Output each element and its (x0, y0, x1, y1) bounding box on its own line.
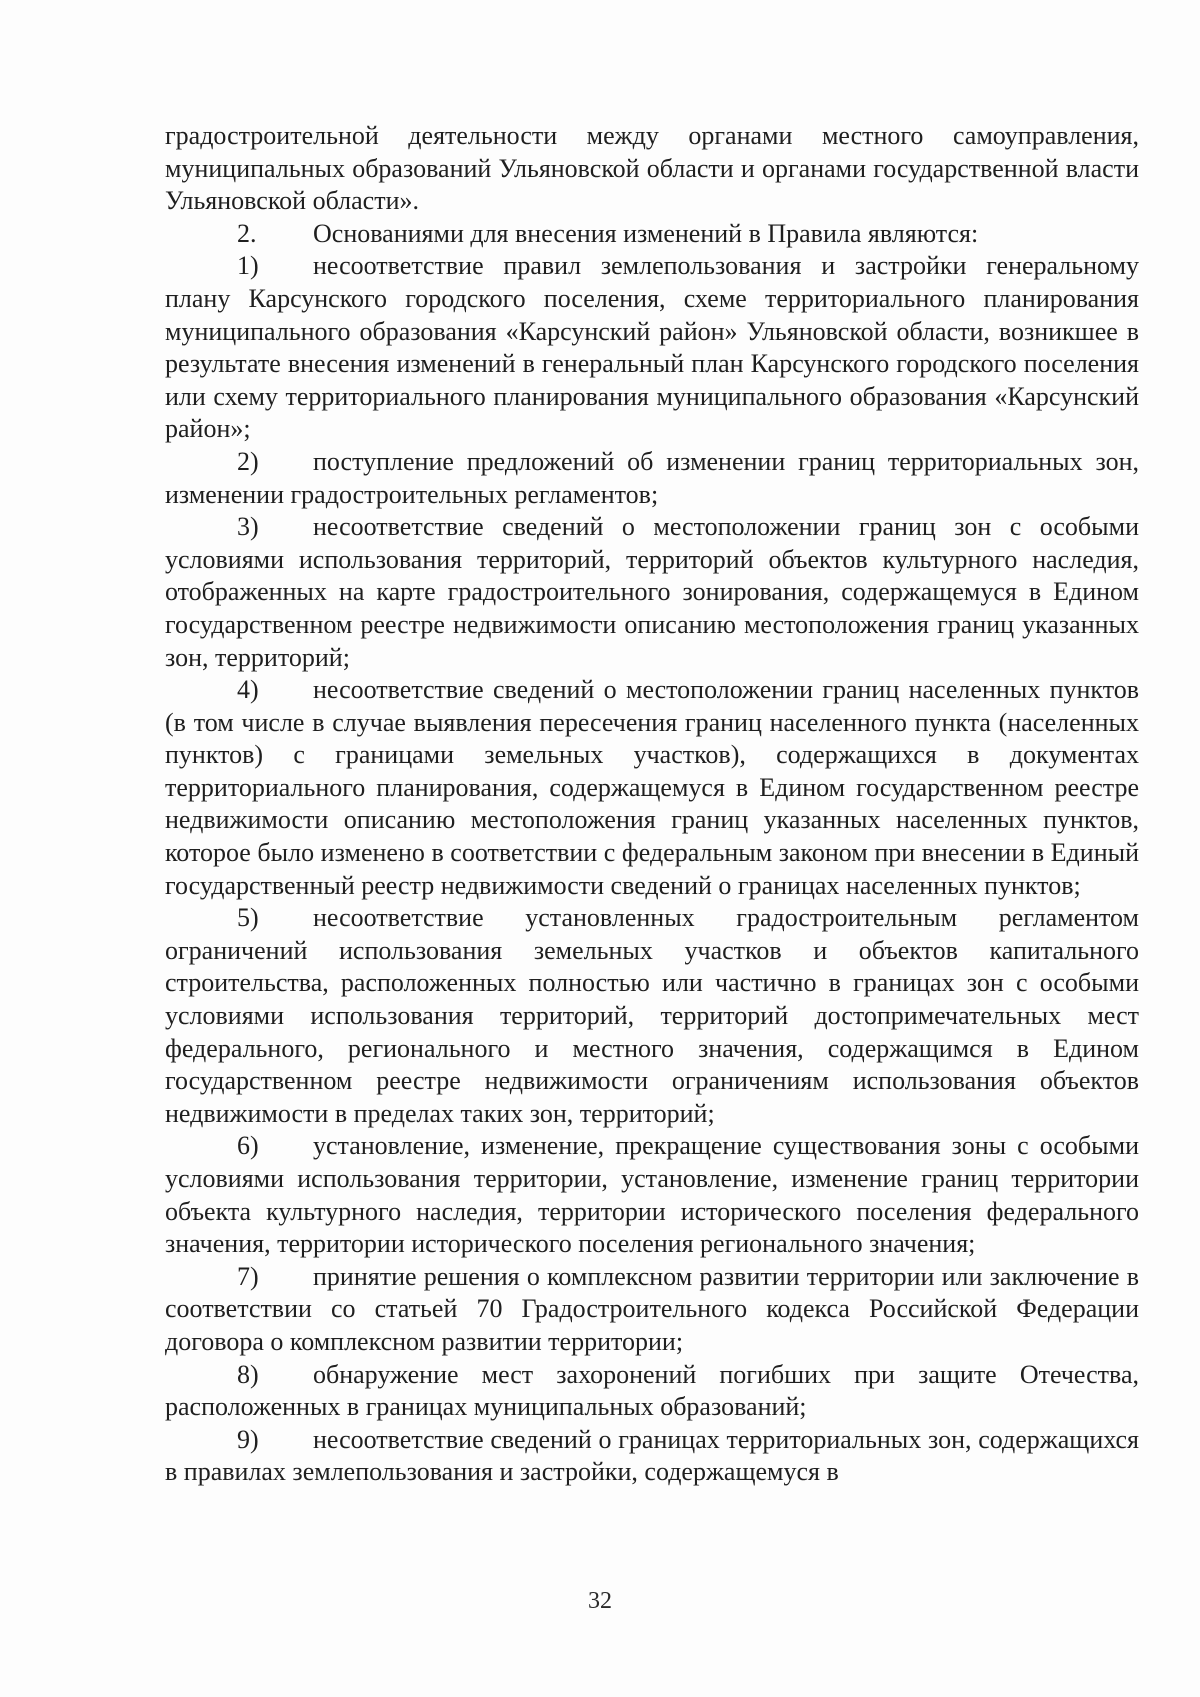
list-item-4 (165, 674, 1139, 902)
list-item-text: установление, изменение, прекращение существования зоны с особыми условиями использования территории, установление, изменение границ территории объекта культурного наследия, территории исторического поселения федерального значения, территории исторического поселения регионального значения; (165, 1131, 1139, 1259)
list-item-text: обнаружение мест захоронений погибших при защите Отечества, расположенных в границах муниципальных образований; (165, 1359, 1139, 1422)
list-item-text: принятие решения о комплексном развитии территории или заключение в соответствии со статьей 70 Градостроительного кодекса Российской Федерации договора о комплексном развитии территории; (165, 1261, 1139, 1356)
list-item-text: несоответствие сведений о местоположении границ зон с особыми условиями использования территорий, территорий объектов культурного наследия, отображенных на карте градостроительного зонирования, содержащемуся в Едином государственном реестре недвижимости описанию местоположения границ указанных зон, территорий; (165, 512, 1139, 672)
list-item-9 (165, 1424, 1139, 1489)
document-body (165, 120, 1139, 1489)
list-item-number: 2) (237, 446, 259, 476)
section-number: 2. (237, 218, 257, 248)
list-item-5 (165, 902, 1139, 1130)
list-item-number: 4) (237, 675, 259, 705)
intro-paragraph (165, 120, 1139, 218)
section-2-paragraph (165, 218, 1139, 251)
section-text: Основаниями для внесения изменений в Правила являются: (313, 218, 979, 248)
list-item-number: 1) (237, 251, 259, 281)
list-item-3 (165, 511, 1139, 674)
intro-text: градостроительной деятельности между органами местного самоуправления, муниципальных образований Ульяновской области и органами государственной власти Ульяновской области». (165, 121, 1139, 216)
list-item-text: несоответствие сведений о границах территориальных зон, содержащихся в правилах землепользования и застройки, содержащемуся в (165, 1424, 1139, 1487)
page-number: 32 (588, 1588, 612, 1614)
list-item-number: 5) (237, 903, 259, 933)
list-item-number: 8) (237, 1359, 259, 1389)
list-item-7 (165, 1261, 1139, 1359)
list-item-number: 6) (237, 1131, 259, 1161)
list-item-number: 3) (237, 512, 259, 542)
list-item-text: несоответствие сведений о местоположении границ населенных пунктов (в том числе в случае выявления пересечения границ населенного пункта (населенных пунктов) с границами земельных участков), содержащихся в документах территориального планирования, содержащемуся в Едином государственном реестре недвижимости описанию местоположения границ указанных населенных пунктов, которое было изменено в соответствии с федеральным законом при внесении в Единый государственный реестр недвижимости сведений о границах населенных пунктов; (165, 675, 1139, 900)
list-item-number: 7) (237, 1261, 259, 1291)
list-item-1 (165, 250, 1139, 446)
list-item-text: несоответствие установленных градостроительным регламентом ограничений использования земельных участков и объектов капитального строительства, расположенных полностью или частично в границах зон с особыми условиями использования территорий, территорий достопримечательных мест федерального, регионального и местного значения, содержащимся в Едином государственном реестре недвижимости ограничениям использования объектов недвижимости в пределах таких зон, территорий; (165, 903, 1139, 1128)
list-item-8 (165, 1359, 1139, 1424)
list-item-2 (165, 446, 1139, 511)
list-item-text: поступление предложений об изменении границ территориальных зон, изменении градостроительных регламентов; (165, 446, 1139, 509)
list-item-6 (165, 1130, 1139, 1260)
list-item-number: 9) (237, 1424, 259, 1454)
list-item-text: несоответствие правил землепользования и застройки генеральному плану Карсунского городского поселения, схеме территориального планирования муниципального образования «Карсунский район» Ульяновской области, возникшее в результате внесения изменений в генеральный план Карсунского городского поселения или схему территориального планирования муниципального образования «Карсунский район»; (165, 251, 1139, 444)
